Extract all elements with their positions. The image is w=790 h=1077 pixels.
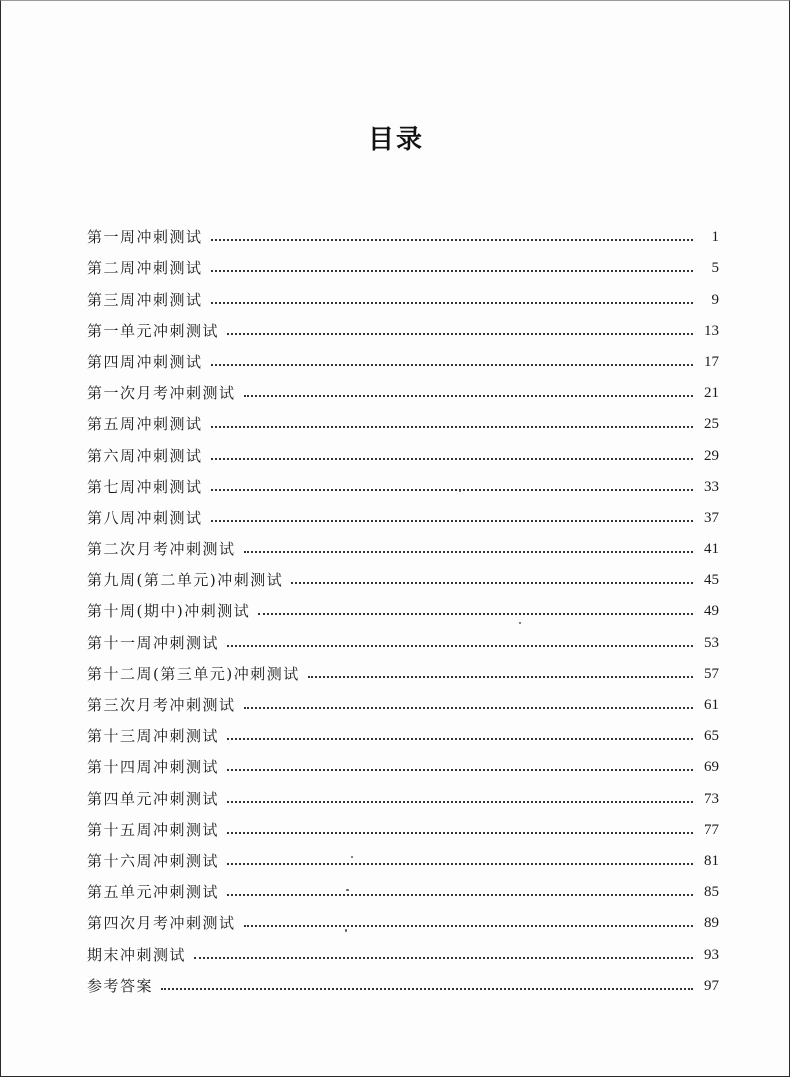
toc-entry-label: 第十一周冲刺测试 — [87, 633, 220, 652]
toc-dot-leader — [211, 425, 693, 428]
toc-dot-leader — [211, 363, 693, 366]
toc-dot-leader — [211, 457, 693, 460]
toc-entry-label: 第十五周冲刺测试 — [87, 820, 220, 839]
toc-entry[interactable] — [87, 465, 719, 496]
toc-dot-leader — [211, 519, 693, 522]
scan-speck — [459, 490, 461, 492]
toc-dot-leader — [227, 737, 693, 740]
toc-entry-label: 第三周冲刺测试 — [87, 290, 203, 309]
toc-entry-page-number: 41 — [704, 541, 719, 558]
toc-entry-page-number: 97 — [704, 977, 719, 994]
toc-entry[interactable] — [87, 745, 719, 776]
toc-entry[interactable] — [87, 558, 719, 589]
toc-entry-label: 第十二周(第三单元)冲刺测试 — [87, 664, 300, 683]
toc-entry-page-number: 9 — [711, 291, 719, 308]
toc-dot-leader — [291, 581, 693, 584]
toc-entry-label: 第五周冲刺测试 — [87, 415, 203, 434]
toc-entry-page-number: 25 — [704, 416, 719, 433]
toc-entry-label: 第一次月考冲刺测试 — [87, 384, 236, 403]
toc-entry[interactable] — [87, 901, 719, 932]
toc-entry[interactable] — [87, 839, 719, 870]
toc-entry-label: 第七周冲刺测试 — [87, 477, 203, 496]
toc-entry-label: 第一周冲刺测试 — [87, 228, 203, 247]
toc-entry-page-number: 45 — [704, 572, 719, 589]
toc-entry-page-number: 5 — [711, 260, 719, 277]
toc-entry[interactable] — [87, 776, 719, 807]
toc-entry-label: 期末冲刺测试 — [87, 945, 187, 964]
toc-entry[interactable] — [87, 932, 719, 963]
toc-dot-leader — [244, 550, 693, 553]
toc-entry[interactable] — [87, 620, 719, 651]
toc-entry-page-number: 57 — [704, 665, 719, 682]
toc-dot-leader — [194, 956, 693, 959]
scan-speck — [345, 929, 347, 932]
toc-entry-label: 第十四周冲刺测试 — [87, 758, 220, 777]
toc-entry[interactable] — [87, 215, 719, 246]
toc-entry-page-number: 21 — [704, 385, 719, 402]
toc-entry-label: 参考答案 — [87, 976, 154, 995]
toc-dot-leader — [227, 893, 693, 896]
toc-entry-label: 第四次月考冲刺测试 — [87, 914, 236, 933]
toc-entry-label: 第四周冲刺测试 — [87, 352, 203, 371]
toc-entry-page-number: 77 — [704, 821, 719, 838]
toc-entry-label: 第二次月考冲刺测试 — [87, 540, 236, 559]
toc-entry-label: 第九周(第二单元)冲刺测试 — [87, 571, 284, 590]
toc-entry[interactable] — [87, 527, 719, 558]
toc-entry[interactable] — [87, 683, 719, 714]
toc-entry-page-number: 49 — [704, 603, 719, 620]
toc-entry-page-number: 89 — [704, 915, 719, 932]
toc-entry-page-number: 69 — [704, 759, 719, 776]
toc-entry-label: 第四单元冲刺测试 — [87, 789, 220, 808]
toc-dot-leader — [244, 924, 693, 927]
toc-entry[interactable] — [87, 589, 719, 620]
toc-entry-page-number: 93 — [704, 946, 719, 963]
toc-dot-leader — [244, 706, 693, 709]
toc-entry[interactable] — [87, 870, 719, 901]
toc-entry-label: 第六周冲刺测试 — [87, 446, 203, 465]
toc-dot-leader — [227, 332, 693, 335]
toc-entry-label: 第八周冲刺测试 — [87, 508, 203, 527]
toc-entry-page-number: 17 — [704, 353, 719, 370]
toc-entry-page-number: 65 — [704, 728, 719, 745]
toc-dot-leader — [244, 394, 693, 397]
toc-dot-leader — [227, 831, 693, 834]
toc-entry-page-number: 13 — [704, 322, 719, 339]
toc-entry-page-number: 37 — [704, 509, 719, 526]
toc-entry-label: 第十三周冲刺测试 — [87, 727, 220, 746]
toc-entry[interactable] — [87, 964, 719, 995]
toc-dot-leader — [211, 269, 693, 272]
toc-entry-page-number: 61 — [704, 697, 719, 713]
toc-dot-leader — [227, 800, 693, 803]
toc-dot-leader — [161, 987, 693, 990]
toc-entry[interactable] — [87, 371, 719, 402]
toc-entry-page-number: 85 — [704, 884, 719, 901]
toc-dot-leader — [227, 644, 693, 647]
toc-entry-label: 第三次月考冲刺测试 — [87, 696, 236, 714]
toc-entry[interactable] — [87, 496, 719, 527]
toc-entry[interactable] — [87, 433, 719, 464]
toc-dot-leader — [227, 768, 693, 771]
toc-entry[interactable] — [87, 340, 719, 371]
toc-entry[interactable] — [87, 246, 719, 277]
toc-dot-leader — [211, 238, 693, 241]
toc-dot-leader — [258, 612, 693, 615]
scan-speck — [346, 889, 349, 891]
toc-dot-leader — [211, 301, 693, 304]
toc-entry-label: 第五单元冲刺测试 — [87, 883, 220, 902]
toc-entry-page-number: 29 — [704, 447, 719, 464]
toc-entry[interactable] — [87, 714, 719, 745]
toc-dot-leader — [308, 675, 693, 678]
toc-entry-page-number: 73 — [704, 790, 719, 807]
toc-entry-label: 第一单元冲刺测试 — [87, 321, 220, 340]
table-of-contents — [87, 215, 719, 995]
scan-speck — [519, 622, 521, 624]
toc-entry-page-number: 33 — [704, 478, 719, 495]
toc-entry-page-number: 53 — [704, 634, 719, 651]
toc-entry-label: 第二周冲刺测试 — [87, 259, 203, 278]
toc-entry-page-number: 1 — [711, 229, 719, 246]
toc-entry[interactable] — [87, 402, 719, 433]
toc-dot-leader — [211, 488, 693, 491]
page-title: 目录 — [367, 125, 424, 155]
toc-dot-leader — [227, 862, 693, 865]
toc-entry-label: 第十六周冲刺测试 — [87, 851, 220, 870]
toc-entry-label: 第十周(期中)冲刺测试 — [87, 602, 251, 621]
toc-entry[interactable] — [87, 652, 719, 683]
toc-entry-page-number: 81 — [704, 852, 719, 869]
toc-entry[interactable] — [87, 277, 719, 308]
scan-speck — [351, 856, 353, 858]
toc-entry[interactable] — [87, 309, 719, 340]
toc-entry[interactable] — [87, 808, 719, 839]
